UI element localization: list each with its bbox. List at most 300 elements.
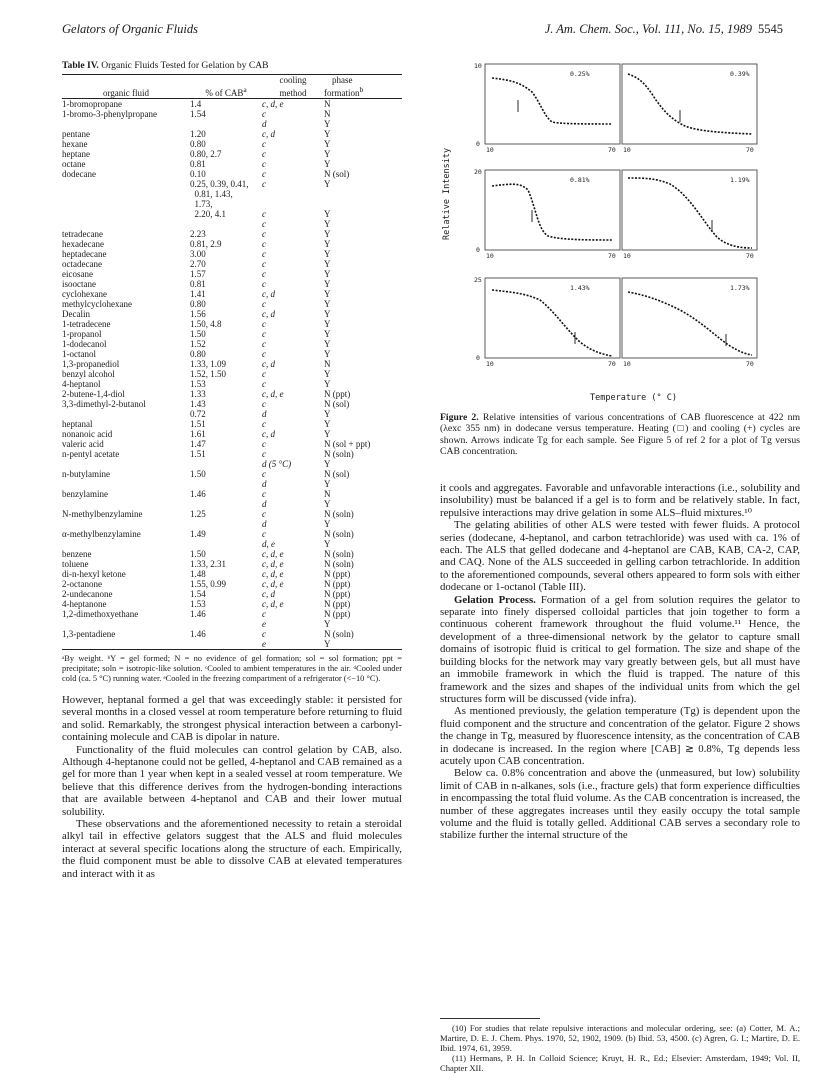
table-row [62, 119, 402, 129]
cell-phase: N (sol) [324, 399, 350, 409]
cell-fluid: octadecane [62, 259, 102, 269]
cell-phase: Y [324, 499, 331, 509]
table-row [62, 579, 402, 589]
cell-method: c [262, 179, 266, 189]
cell-pct: 1.50 [190, 549, 206, 559]
figure-2 [440, 60, 800, 403]
cell-pct [190, 219, 262, 229]
cell-pct [190, 639, 262, 650]
cell-method: c [262, 369, 266, 379]
cell-pct: 0.81 [190, 159, 206, 169]
cell-method: e [262, 619, 266, 629]
table-row [62, 309, 402, 319]
table-row [62, 299, 402, 309]
cell-phase: N [324, 109, 331, 119]
cell-method: c, d, e [262, 549, 284, 559]
cell-phase: Y [324, 259, 331, 269]
cell-pct [190, 499, 262, 509]
cell-pct [190, 479, 262, 489]
cell-fluid: octane [62, 159, 86, 169]
right-paragraph-3 [440, 594, 800, 706]
cell-fluid: N-methylbenzylamine [62, 509, 143, 519]
cell-pct: 3.00 [190, 249, 206, 259]
gelation-table [62, 74, 402, 650]
cell-phase [324, 199, 402, 209]
cell-phase: N (sol) [324, 169, 350, 179]
cell-pct: 2.70 [190, 259, 206, 269]
curve-1-73 [628, 292, 752, 355]
x-tick-label: 10 [623, 146, 631, 154]
cell-phase: Y [324, 379, 331, 389]
cell-method: c [262, 509, 266, 519]
cell-fluid [62, 539, 190, 549]
cell-pct: 0.80 [190, 349, 206, 359]
curve-0-39 [628, 74, 752, 134]
table-row [62, 599, 402, 609]
cell-pct: 1.51 [190, 449, 206, 459]
cell-fluid: n-pentyl acetate [62, 449, 120, 459]
table-row [62, 479, 402, 489]
table-row [62, 139, 402, 149]
header-pct-cab [190, 85, 262, 99]
cell-pct: 1.52, 1.50 [190, 369, 226, 379]
cell-method: c [262, 269, 266, 279]
x-tick-label: 10 [486, 252, 494, 260]
table-footnote: ᵃBy weight. ᵇY = gel formed; N = no evidence of gel formation; sol = sol formation; ppt = precipitate; soln = isotropic-like solution. ᶜCooled to ambient temperatures in the air. ᵈCooled under cold (ca. 5 °C) running water. ᵉCooled in the freezing compartment of a refrigerator (<−10 °C). [62, 654, 402, 683]
y-tick-label: 25 [474, 276, 482, 284]
cell-fluid: heptane [62, 149, 90, 159]
cell-phase: Y [324, 519, 331, 529]
table-row [62, 619, 402, 629]
cell-phase: Y [324, 369, 331, 379]
cell-pct: 2.20, 4.1 [190, 209, 226, 219]
cell-method: d, e [262, 539, 275, 549]
cell-pct: 1.55, 0.99 [190, 579, 226, 589]
table-row [62, 209, 402, 219]
table-row [62, 269, 402, 279]
table-row [62, 99, 402, 110]
figure-panels [440, 60, 800, 390]
cell-fluid [62, 179, 190, 189]
cell-pct: 1.33 [190, 389, 206, 399]
table-row [62, 199, 402, 209]
y-tick-label: 0 [476, 246, 480, 254]
table-row [62, 409, 402, 419]
cell-fluid: heptanal [62, 419, 93, 429]
cell-phase: Y [324, 339, 331, 349]
cell-phase: Y [324, 289, 331, 299]
cell-method: c [262, 139, 266, 149]
journal-citation: J. Am. Chem. Soc., Vol. 111, No. 15, 1989 [544, 22, 752, 36]
cell-pct: 1.41 [190, 289, 206, 299]
table-row [62, 129, 402, 139]
cell-pct: 0.72 [190, 409, 206, 419]
cell-fluid: n-butylamine [62, 469, 110, 479]
cell-pct: 1.51 [190, 419, 206, 429]
cell-pct: 0.81, 1.43, [190, 189, 233, 199]
header-organic-fluid: organic fluid [102, 88, 150, 98]
cell-method: c [262, 349, 266, 359]
cell-phase: Y [324, 219, 331, 229]
table-row [62, 229, 402, 239]
table-header-row-2 [62, 85, 402, 99]
table-row [62, 549, 402, 559]
panel-1-43 [485, 278, 620, 358]
panel-0-81 [485, 170, 620, 250]
cell-fluid [62, 519, 190, 529]
table-label: Table IV. [62, 60, 99, 71]
table-row [62, 429, 402, 439]
cell-pct: 0.80 [190, 139, 206, 149]
table-row [62, 149, 402, 159]
cell-pct: 1.48 [190, 569, 206, 579]
table-row [62, 279, 402, 289]
cell-pct [190, 459, 262, 469]
cell-method: d (5 °C) [262, 459, 292, 469]
cell-pct: 1.52 [190, 339, 206, 349]
table-row [62, 509, 402, 519]
references [440, 1018, 800, 1073]
cell-fluid: toluene [62, 559, 89, 569]
cell-phase: Y [324, 129, 331, 139]
cell-method: c [262, 629, 266, 639]
cell-method: d [262, 519, 267, 529]
cell-method: c [262, 469, 266, 479]
cell-phase: Y [324, 619, 331, 629]
cell-method: c [262, 609, 266, 619]
cell-phase: Y [324, 459, 331, 469]
cell-method: c, d, e [262, 99, 284, 109]
cell-pct: 1.46 [190, 609, 206, 619]
curve-1-43 [492, 290, 612, 356]
panel-concentration-label: 1.73% [730, 284, 750, 292]
table-row [62, 339, 402, 349]
table-row [62, 259, 402, 269]
table-row [62, 489, 402, 499]
table-row [62, 559, 402, 569]
cell-method: c [262, 249, 266, 259]
cell-fluid: hexadecane [62, 239, 104, 249]
x-axis-label: Temperature (° C) [590, 393, 677, 403]
cell-phase: Y [324, 639, 331, 649]
cell-fluid [62, 199, 190, 209]
cell-method: c, d [262, 129, 275, 139]
cell-fluid [62, 639, 190, 650]
cell-phase: N (ppt) [324, 589, 351, 599]
table-row [62, 349, 402, 359]
cell-pct: 1.47 [190, 439, 206, 449]
header-pct-text: % of CAB [205, 88, 244, 98]
cell-fluid: 1-tetradecene [62, 319, 111, 329]
cell-fluid: pentane [62, 129, 90, 139]
cell-phase: Y [324, 429, 331, 439]
cell-fluid: di-n-hexyl ketone [62, 569, 126, 579]
cell-phase: Y [324, 179, 331, 189]
cell-method [262, 199, 324, 209]
cell-phase: N (ppt) [324, 609, 351, 619]
cell-method: d [262, 499, 267, 509]
left-paragraph-3: These observations and the aforementioned necessity to retain a steroidal alkyl tail in effective gelators suggest that the ALS and fluid molecules interact at several specific locations along the structure of each. Empirically, the fluid component must be able to dissolve CAB at elevated temperatures and interact with it as [62, 818, 402, 880]
table-body [62, 75, 402, 650]
cell-fluid [62, 619, 190, 629]
y-tick-label: 0 [476, 354, 480, 362]
right-body-text [440, 482, 800, 842]
cell-phase [324, 189, 402, 199]
panel-concentration-label: 0.39% [730, 70, 750, 78]
cell-method: c [262, 489, 266, 499]
cell-phase: N (soln) [324, 509, 354, 519]
cell-pct [190, 539, 262, 549]
cell-phase: N (soln) [324, 449, 354, 459]
cell-method: d [262, 409, 267, 419]
cell-phase: Y [324, 479, 331, 489]
cell-phase: Y [324, 149, 331, 159]
table-row [62, 359, 402, 369]
header-method: method [279, 88, 307, 98]
x-tick-label: 10 [623, 360, 631, 368]
left-body-text [62, 694, 402, 880]
cell-fluid: α-methylbenzylamine [62, 529, 141, 539]
table-row [62, 609, 402, 619]
cell-method: c [262, 449, 266, 459]
cell-pct: 1.46 [190, 629, 206, 639]
table-row [62, 399, 402, 409]
x-tick-label: 10 [486, 146, 494, 154]
y-tick-label: 0 [476, 140, 480, 148]
cell-fluid [62, 209, 190, 219]
cell-fluid: tetradecane [62, 229, 103, 239]
curve-1-19 [628, 178, 752, 248]
table-row [62, 469, 402, 479]
cell-method: c [262, 239, 266, 249]
table-row [62, 639, 402, 650]
cell-phase: Y [324, 309, 331, 319]
cell-phase: Y [324, 329, 331, 339]
running-header-title: Gelators of Organic Fluids [62, 22, 198, 36]
cell-phase: N (soln) [324, 529, 354, 539]
cell-phase: Y [324, 209, 331, 219]
cell-method: c [262, 319, 266, 329]
cell-fluid: 4-heptanone [62, 599, 107, 609]
cell-method: e [262, 639, 266, 649]
reference-10: (10) For studies that relate repulsive interactions and molecular ordering, see: (a) Cotter, M. A.; Martire, D. E. J. Chem. Phys. 1970, 52, 1902, 1909. (b) Ibid. 53, 4500. (c) Agren, G. I.; Martire, D. E. Ibid. 1974, 61, 3959. [440, 1023, 800, 1053]
x-tick-label: 70 [746, 360, 754, 368]
curve-0-25 [492, 78, 612, 124]
cell-fluid [62, 499, 190, 509]
cell-pct: 1.56 [190, 309, 206, 319]
table-row [62, 379, 402, 389]
cell-phase: Y [324, 119, 331, 129]
cell-phase: N (ppt) [324, 579, 351, 589]
cell-phase: Y [324, 409, 331, 419]
cell-phase: N [324, 489, 331, 499]
cell-fluid: 1-dodecanol [62, 339, 107, 349]
cell-phase: Y [324, 299, 331, 309]
table-row [62, 159, 402, 169]
table-row [62, 539, 402, 549]
header-pct-sup: a [243, 85, 247, 94]
figure-caption-text: Relative intensities of various concentrations of CAB fluorescence at 422 nm (λexc 355 nm) in dodecane versus temperature. Heating (□) and cooling (+) cycles are shown. Arrows indicate Tg for each sample. See Figure 5 of ref 2 for a plot of Tg versus CAB concentration. [440, 412, 801, 458]
cell-phase: Y [324, 349, 331, 359]
cell-fluid: 1-bromo-3-phenylpropane [62, 109, 157, 119]
cell-pct [190, 619, 262, 629]
curve-0-81 [492, 184, 612, 240]
cell-fluid: nonanoic acid [62, 429, 113, 439]
cell-fluid: cyclohexane [62, 289, 107, 299]
cell-pct: 1.54 [190, 589, 206, 599]
cell-phase: N (sol) [324, 469, 350, 479]
cell-fluid: Decalin [62, 309, 90, 319]
table-row [62, 629, 402, 639]
cell-fluid: valeric acid [62, 439, 104, 449]
cell-phase: N (ppt) [324, 389, 351, 399]
cell-method: c [262, 159, 266, 169]
cell-pct: 1.33, 2.31 [190, 559, 226, 569]
references-divider [440, 1018, 540, 1019]
cell-phase: Y [324, 419, 331, 429]
table-row [62, 289, 402, 299]
cell-fluid: 1,2-dimethoxyethane [62, 609, 139, 619]
panel-concentration-label: 0.25% [570, 70, 590, 78]
table-row [62, 249, 402, 259]
section-heading-gelation: Gelation Process. [454, 593, 536, 606]
y-tick-label: 20 [474, 168, 482, 176]
cell-method: c, d, e [262, 579, 284, 589]
cell-phase: N (ppt) [324, 569, 351, 579]
right-paragraph-1: it cools and aggregates. Favorable and unfavorable interactions (i.e., solubility and insolubility) must be balanced if a gel is to form and be relatively stable. In fact, repulsive interactions may drive gelation in some ALS–fluid mixtures.¹⁰ [440, 482, 800, 519]
cell-phase: Y [324, 319, 331, 329]
table-row [62, 389, 402, 399]
cell-pct: 1.50 [190, 329, 206, 339]
cell-phase: Y [324, 269, 331, 279]
cell-phase: Y [324, 229, 331, 239]
cell-pct: 1.53 [190, 599, 206, 609]
cell-method: c, d, e [262, 569, 284, 579]
page-number: 5545 [758, 22, 783, 36]
cell-fluid: hexane [62, 139, 88, 149]
cell-fluid [62, 409, 190, 419]
left-column [62, 60, 402, 880]
cell-pct: 1.61 [190, 429, 206, 439]
cell-method: c, d, e [262, 389, 284, 399]
cell-method: c, d [262, 289, 275, 299]
x-tick-label: 10 [486, 360, 494, 368]
cell-phase: Y [324, 139, 331, 149]
cell-pct: 0.80, 2.7 [190, 149, 222, 159]
cell-pct: 1.53 [190, 379, 206, 389]
cell-fluid: 3,3-dimethyl-2-butanol [62, 399, 146, 409]
cell-fluid: 1,3-propanediol [62, 359, 120, 369]
cell-method: c [262, 109, 266, 119]
cell-phase: Y [324, 249, 331, 259]
cell-phase: N [324, 359, 331, 369]
cell-fluid: 1-octanol [62, 349, 96, 359]
cell-method: c [262, 209, 266, 219]
cell-method: d [262, 479, 267, 489]
cell-fluid: benzylamine [62, 489, 108, 499]
table-row [62, 419, 402, 429]
cell-fluid [62, 219, 190, 229]
header-formation-text: formation [324, 88, 360, 98]
table-row [62, 219, 402, 229]
table-row [62, 169, 402, 179]
cell-pct: 1.57 [190, 269, 206, 279]
cell-fluid: benzyl alcohol [62, 369, 115, 379]
header-phase: phase [332, 75, 353, 85]
cell-method: c [262, 379, 266, 389]
figure-caption [440, 412, 800, 458]
cell-method: c, d [262, 589, 275, 599]
right-paragraph-3-text: Formation of a gel from solution requires the gelator to separate into finely dispersed colloidal particles that join together to form a continuous coherent framework throughout the fluid volume.¹¹ Hence, the development of a three-dimensional network by the gelator to capture small domains of isotropic fluid is critical to gel formation. The size and shape of the building blocks for the network may vary greatly between gels, but all must have an immobile framework in which the fluid is trapped. The nature of this framework and the sizes and shapes of the individual units from which the gel structures form will be discussed (vide infra). [440, 593, 800, 705]
cell-fluid: 1-bromopropane [62, 99, 122, 109]
y-tick-label: 10 [474, 62, 482, 70]
cell-pct: 1.25 [190, 509, 206, 519]
cell-pct: 2.23 [190, 229, 206, 239]
cell-fluid: 2-undecanone [62, 589, 113, 599]
cell-pct [190, 519, 262, 529]
cell-fluid [62, 119, 190, 129]
x-tick-label: 70 [608, 146, 616, 154]
panel-concentration-label: 1.43% [570, 284, 590, 292]
table-row [62, 589, 402, 599]
cell-pct: 1.4 [190, 99, 202, 109]
x-tick-label: 70 [746, 252, 754, 260]
cell-method: c, d, e [262, 559, 284, 569]
cell-fluid: eicosane [62, 269, 93, 279]
y-axis-label: Relative Intensity [442, 147, 452, 240]
cell-pct [190, 119, 262, 129]
cell-phase: N (sol + ppt) [324, 439, 371, 449]
panel-concentration-label: 1.19% [730, 176, 750, 184]
cell-method: c, d [262, 429, 275, 439]
cell-fluid: benzene [62, 549, 92, 559]
cell-method: c, d [262, 309, 275, 319]
cell-pct: 0.81, 2.9 [190, 239, 222, 249]
table-row [62, 529, 402, 539]
table-row [62, 569, 402, 579]
panel-0-25 [485, 64, 620, 144]
table-row [62, 499, 402, 509]
figure-caption-label: Figure 2. [440, 412, 479, 423]
table-row [62, 449, 402, 459]
cell-fluid: 1,3-pentadiene [62, 629, 116, 639]
right-paragraph-2: The gelating abilities of other ALS were tested with fewer fluids. A protocol series (dodecane, 4-heptanol, and carbon tetrachloride) was used with ca. 1% of each. The ALS that gelled dodecane and 4-heptanol are CAB, KAB, CA-2, CAP, and CAQ. None of the ALS succeeded in gelling carbon tetrachloride. In addition to the aforementioned compounds, several others appeared to form sols with either dodecane or 1-octanol (Table III). [440, 519, 800, 594]
cell-method: c [262, 419, 266, 429]
cell-phase: N (soln) [324, 629, 354, 639]
cell-method: c [262, 169, 266, 179]
cell-pct: 1.50 [190, 469, 206, 479]
cell-pct: 1.54 [190, 109, 206, 119]
x-tick-label: 10 [623, 252, 631, 260]
table-row [62, 329, 402, 339]
cell-method: d [262, 119, 267, 129]
cell-method: c [262, 279, 266, 289]
cell-phase: Y [324, 539, 331, 549]
cell-pct: 0.81 [190, 279, 206, 289]
cell-method: c [262, 439, 266, 449]
left-paragraph-2: Functionality of the fluid molecules can control gelation by CAB, also. Although 4-heptanone could not be gelled, 4-heptanol and CAB remained as a gel for more than 1 year when kept in a sealed vessel at room temperature. We believe that this difference derives from the hydrogen-bonding interactions that are available between 4-heptanol and CAB and their lower mutual solubility. [62, 743, 402, 818]
table-row [62, 459, 402, 469]
panel-concentration-label: 0.81% [570, 176, 590, 184]
cell-method: c [262, 299, 266, 309]
header-cooling: cooling [279, 75, 307, 85]
cell-fluid [62, 479, 190, 489]
cell-fluid: methylcyclohexane [62, 299, 132, 309]
cell-method: c [262, 229, 266, 239]
cell-fluid: 1-propanol [62, 329, 102, 339]
right-paragraph-4: As mentioned previously, the gelation temperature (Tg) is dependent upon the fluid component and the structure and concentration of the gelator. Figure 2 shows the change in Tg, measured by fluorescence intensity, as the concentration of CAB in dodecane is increased. In the region where [CAB] ≳ 0.8%, Tg depends less acutely upon CAB concentration. [440, 705, 800, 767]
cell-method: c [262, 219, 266, 229]
